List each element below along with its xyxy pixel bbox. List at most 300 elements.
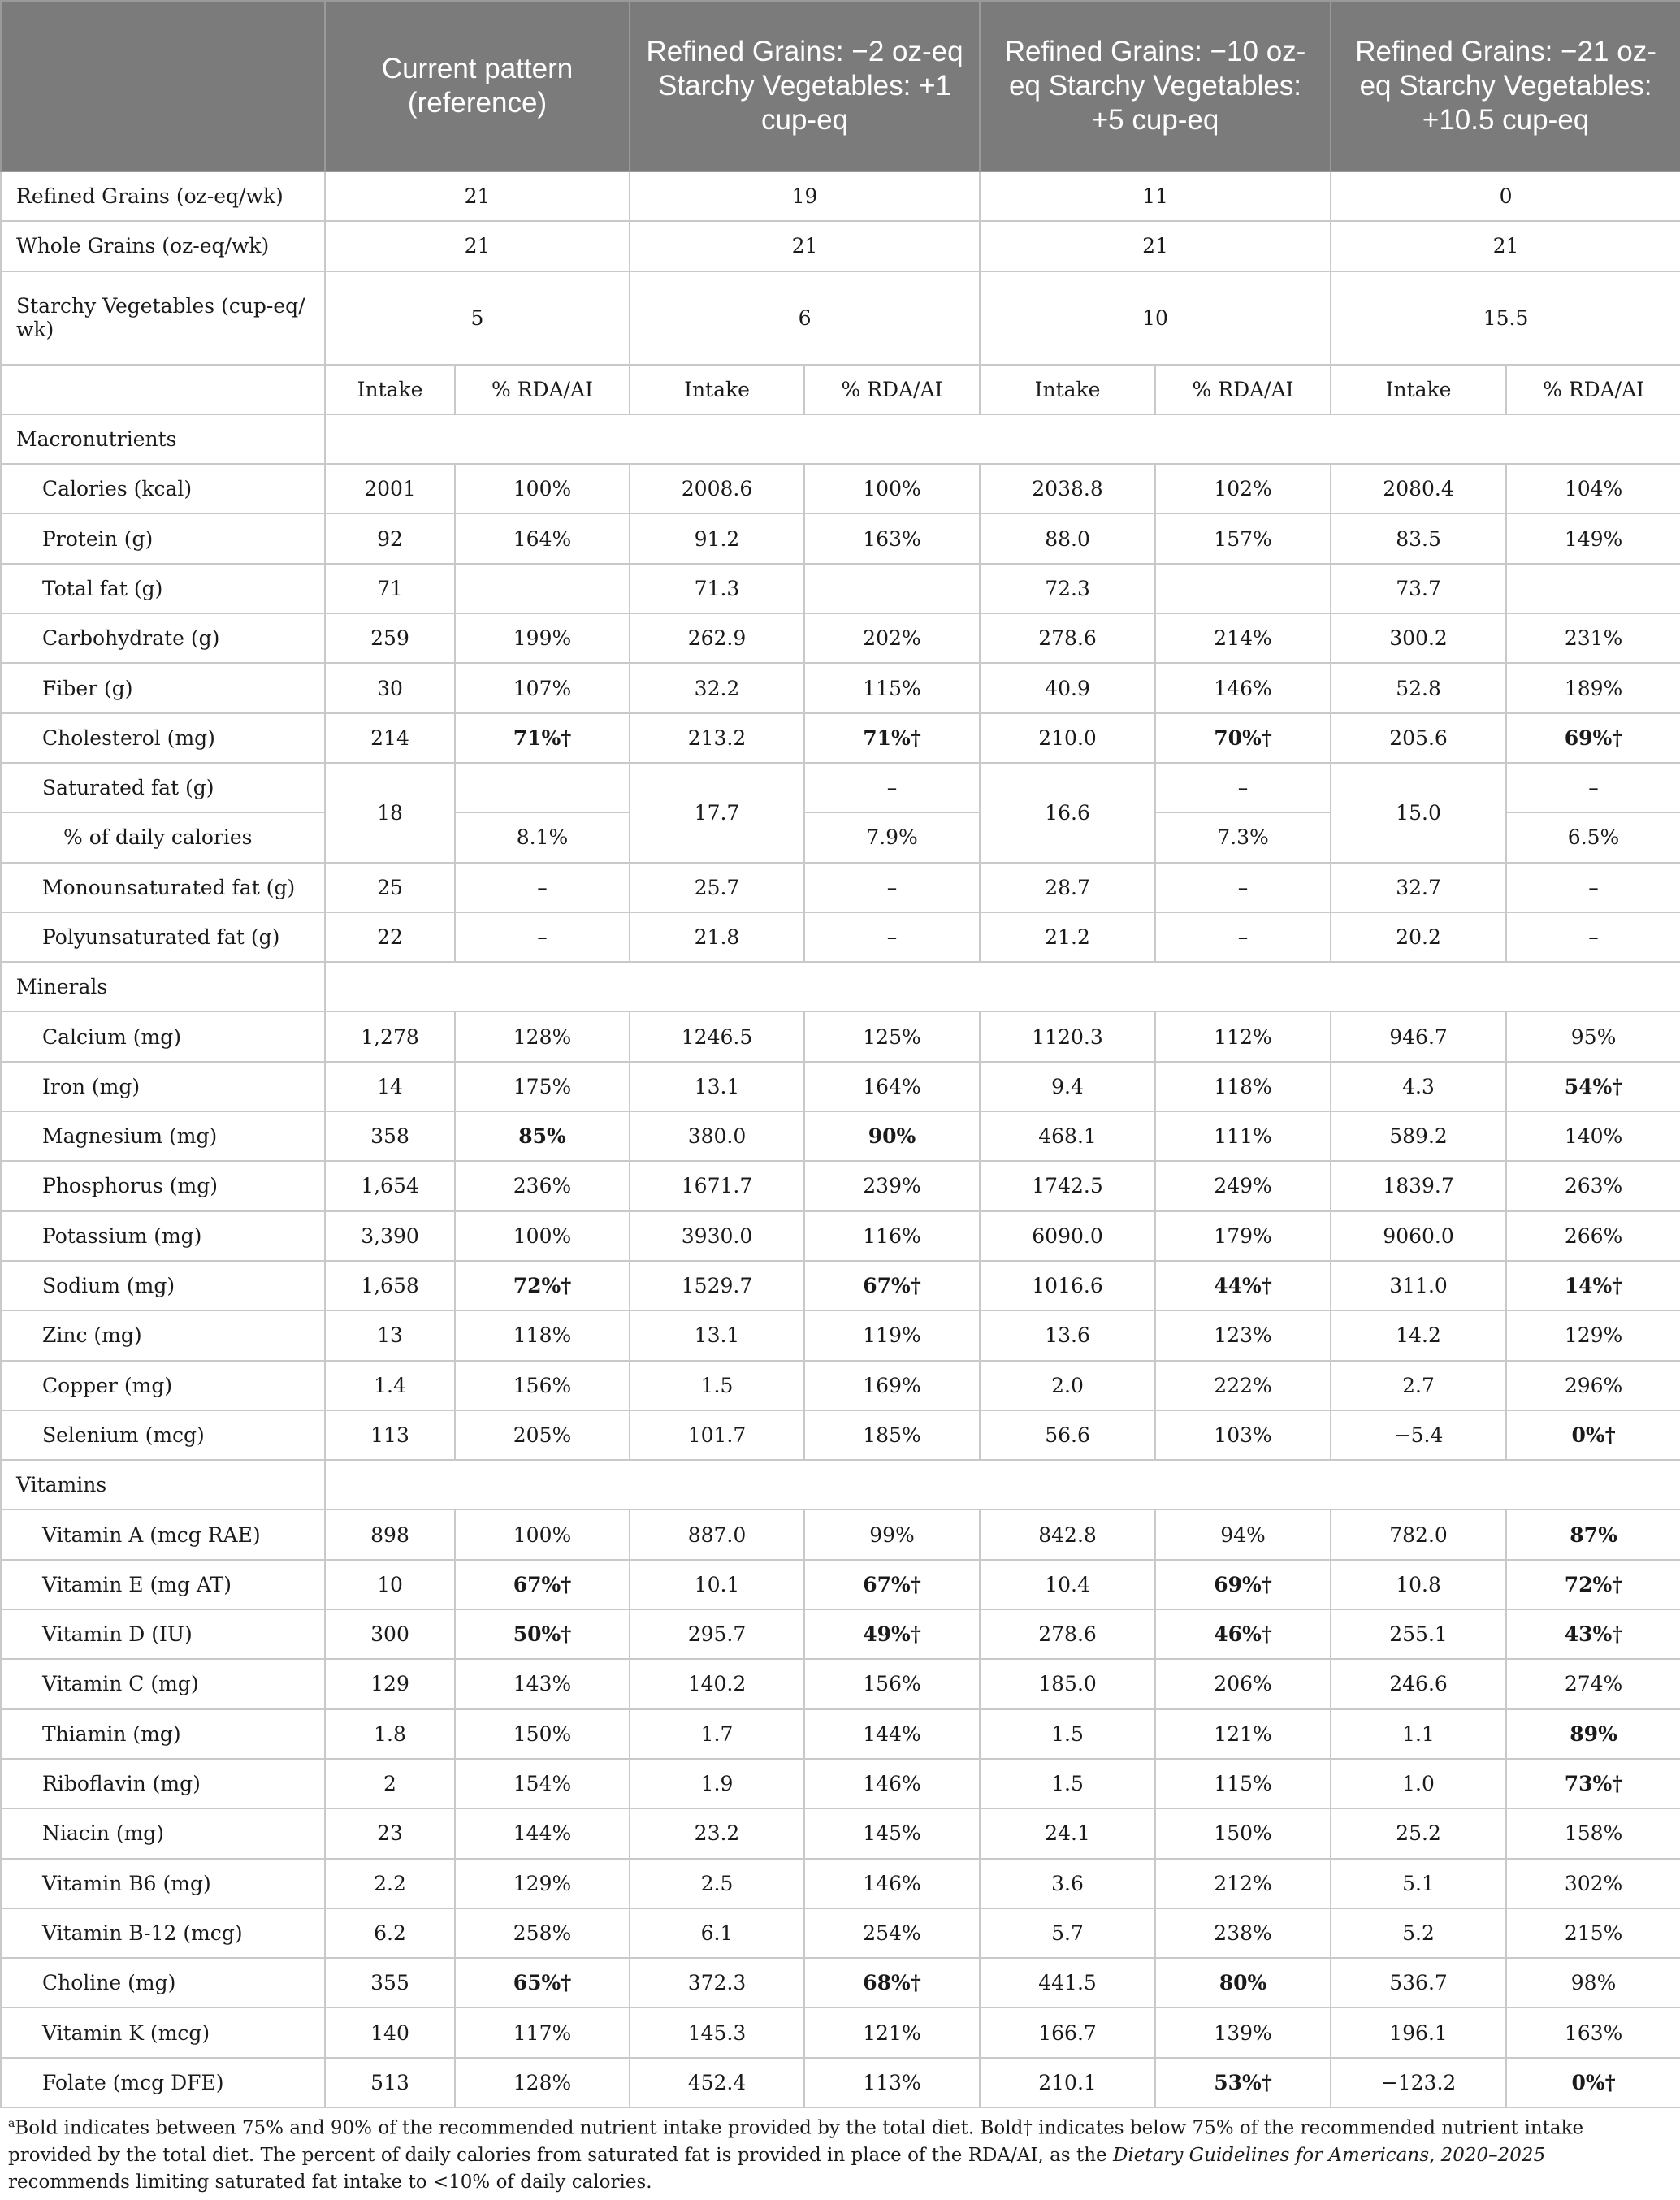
intake-cell: 23: [325, 1808, 455, 1858]
intake-cell: 101.7: [630, 1410, 804, 1460]
intake-cell: 278.6: [980, 613, 1155, 663]
rda-cell: 169%: [804, 1361, 980, 1410]
rda-cell: [455, 763, 630, 812]
rda-cell: [1506, 564, 1680, 613]
nutrient-label: Selenium (mcg): [1, 1410, 325, 1460]
rda-cell: 212%: [1155, 1859, 1331, 1908]
rda-cell: [1506, 1509, 1680, 1559]
rda-cell: 156%: [455, 1361, 630, 1410]
footnote-marker: a: [8, 2117, 15, 2130]
rda-cell: 179%: [1155, 1211, 1331, 1261]
intake-cell: 210.1: [980, 2058, 1155, 2107]
intake-cell: 1.0: [1331, 1759, 1506, 1808]
rda-cell: [455, 713, 630, 763]
intake-cell: 88.0: [980, 513, 1155, 563]
bold-value: 80%: [1219, 1971, 1267, 1995]
intake-cell: 255.1: [1331, 1609, 1506, 1659]
intake-cell: 25.2: [1331, 1808, 1506, 1858]
section-fill: [325, 414, 1680, 464]
rda-cell: 258%: [455, 1908, 630, 1958]
rda-cell: 175%: [455, 1062, 630, 1111]
intake-cell: 246.6: [1331, 1659, 1506, 1708]
bold-value: 71%†: [863, 725, 921, 750]
intake-cell: 71.3: [630, 564, 804, 613]
rda-cell: 103%: [1155, 1410, 1331, 1460]
intake-cell: 14: [325, 1062, 455, 1111]
rda-cell: 7.3%: [1155, 812, 1331, 862]
intake-cell: 1.9: [630, 1759, 804, 1808]
rda-cell: 102%: [1155, 464, 1331, 513]
subheader-rda: % RDA/AI: [1155, 365, 1331, 414]
rda-cell: 222%: [1155, 1361, 1331, 1410]
intake-cell: 91.2: [630, 513, 804, 563]
rda-cell: 95%: [1506, 1011, 1680, 1061]
rda-cell: 123%: [1155, 1310, 1331, 1360]
row-label: Refined Grains (oz-eq/wk): [1, 171, 325, 221]
rda-cell: [804, 1958, 980, 2007]
rda-cell: 239%: [804, 1161, 980, 1210]
rda-cell: –: [1506, 912, 1680, 962]
intake-cell: 6.1: [630, 1908, 804, 1958]
rda-cell: 185%: [804, 1410, 980, 1460]
nutrient-label: Saturated fat (g): [1, 763, 325, 812]
rda-cell: [804, 713, 980, 763]
intake-cell: 140: [325, 2007, 455, 2057]
intake-cell: 213.2: [630, 713, 804, 763]
table-row: [1, 1908, 1680, 1958]
section-row: [1, 962, 1680, 1011]
bold-value: 68%†: [863, 1971, 921, 1995]
nutrient-label: Calories (kcal): [1, 464, 325, 513]
table-row: [1, 1161, 1680, 1210]
intake-cell: 1.7: [630, 1709, 804, 1759]
rda-cell: 121%: [804, 2007, 980, 2057]
intake-cell: 1246.5: [630, 1011, 804, 1061]
rda-cell: [1506, 2058, 1680, 2107]
header-current-pattern: Current pattern (reference): [325, 1, 630, 171]
rda-cell: 154%: [455, 1759, 630, 1808]
pattern-value: 15.5: [1331, 271, 1680, 365]
intake-cell: 1.5: [980, 1709, 1155, 1759]
nutrient-label: Carbohydrate (g): [1, 613, 325, 663]
intake-cell: 6.2: [325, 1908, 455, 1958]
nutrient-label: Riboflavin (mg): [1, 1759, 325, 1808]
table-row: [1, 863, 1680, 912]
section-label: Minerals: [1, 962, 325, 1011]
rda-cell: 202%: [804, 613, 980, 663]
rda-cell: 263%: [1506, 1161, 1680, 1210]
rda-cell: 231%: [1506, 613, 1680, 663]
intake-cell: 83.5: [1331, 513, 1506, 563]
rda-cell: [804, 1609, 980, 1659]
header-scenario-1: Refined Grains: −2 oz-eq Starchy Vegetables: +1 cup-eq: [630, 1, 980, 171]
bold-value: 72%†: [1564, 1572, 1623, 1596]
nutrient-label: Monounsaturated fat (g): [1, 863, 325, 912]
rda-cell: [1155, 1958, 1331, 2007]
rda-cell: 150%: [1155, 1808, 1331, 1858]
bold-value: 73%†: [1564, 1772, 1623, 1796]
nutrient-label: Cholesterol (mg): [1, 713, 325, 763]
rda-cell: 215%: [1506, 1908, 1680, 1958]
intake-cell: −5.4: [1331, 1410, 1506, 1460]
table-row: [1, 1659, 1680, 1708]
rda-cell: 115%: [1155, 1759, 1331, 1808]
rda-cell: 205%: [455, 1410, 630, 1460]
nutrient-sublabel: % of daily calories: [1, 812, 325, 862]
intake-cell: 1839.7: [1331, 1161, 1506, 1210]
intake-cell: 2.5: [630, 1859, 804, 1908]
intake-cell: 140.2: [630, 1659, 804, 1708]
bold-value: 46%†: [1214, 1622, 1272, 1647]
intake-cell: 300.2: [1331, 613, 1506, 663]
rda-cell: 302%: [1506, 1859, 1680, 1908]
subheader-rda: % RDA/AI: [804, 365, 980, 414]
rda-cell: 296%: [1506, 1361, 1680, 1410]
intake-cell: 311.0: [1331, 1261, 1506, 1310]
rda-cell: 121%: [1155, 1709, 1331, 1759]
intake-cell: 1.5: [980, 1759, 1155, 1808]
rda-cell: 125%: [804, 1011, 980, 1061]
bold-value: 50%†: [513, 1622, 572, 1647]
intake-cell: 13.6: [980, 1310, 1155, 1360]
intake-cell: 2001: [325, 464, 455, 513]
nutrient-label: Copper (mg): [1, 1361, 325, 1410]
intake-cell: 1120.3: [980, 1011, 1155, 1061]
intake-cell: 1529.7: [630, 1261, 804, 1310]
intake-cell: 2: [325, 1759, 455, 1808]
footnote-text-1: Bold indicates between 75% and 90% of the recommended nutrient intake provided by the total diet. Bold† indicates below 75% of the recommended nutrient intake provided by the total diet. The percent of daily calories from saturated fat is provided in place of the RDA/AI, as the: [8, 2117, 1584, 2166]
rda-cell: [1155, 1560, 1331, 1609]
intake-cell: 10.1: [630, 1560, 804, 1609]
rda-cell: 254%: [804, 1908, 980, 1958]
rda-cell: 199%: [455, 613, 630, 663]
rda-cell: –: [1506, 763, 1680, 812]
footnote-text-2: recommends limiting saturated fat intake to <10% of daily calories.: [8, 2171, 652, 2193]
intake-cell: 15.0: [1331, 763, 1506, 863]
intake-cell: 214: [325, 713, 455, 763]
rda-cell: [1155, 2058, 1331, 2107]
nutrient-label: Niacin (mg): [1, 1808, 325, 1858]
table-row: [1, 513, 1680, 563]
table-row: [1, 2058, 1680, 2107]
row-label: Whole Grains (oz-eq/wk): [1, 221, 325, 271]
intake-cell: 1.5: [630, 1361, 804, 1410]
bold-value: 69%†: [1564, 725, 1623, 750]
rda-cell: [455, 1609, 630, 1659]
rda-cell: 129%: [1506, 1310, 1680, 1360]
bold-value: 0%†: [1571, 1423, 1616, 1447]
intake-cell: 1,658: [325, 1261, 455, 1310]
rda-cell: 6.5%: [1506, 812, 1680, 862]
rda-cell: 107%: [455, 663, 630, 712]
intake-cell: 13: [325, 1310, 455, 1360]
section-label: Macronutrients: [1, 414, 325, 464]
nutrient-label: Vitamin A (mcg RAE): [1, 1509, 325, 1559]
rda-cell: 111%: [1155, 1111, 1331, 1161]
table-row: [1, 1958, 1680, 2007]
nutrient-label: Vitamin K (mcg): [1, 2007, 325, 2057]
pattern-value: 21: [1331, 221, 1680, 271]
rda-cell: 149%: [1506, 513, 1680, 563]
pattern-value: 5: [325, 271, 630, 365]
rda-cell: –: [1155, 863, 1331, 912]
table-row: [1, 1759, 1680, 1808]
bold-value: 90%: [868, 1124, 916, 1149]
table-row: [1, 1062, 1680, 1111]
rda-cell: [1506, 1410, 1680, 1460]
intake-cell: 468.1: [980, 1111, 1155, 1161]
intake-cell: 898: [325, 1509, 455, 1559]
intake-cell: 2.0: [980, 1361, 1155, 1410]
subheader-intake: Intake: [1331, 365, 1506, 414]
bold-value: 43%†: [1564, 1622, 1623, 1647]
pattern-value: 21: [325, 221, 630, 271]
bold-value: 54%†: [1564, 1074, 1623, 1098]
rda-cell: –: [1155, 912, 1331, 962]
intake-cell: 536.7: [1331, 1958, 1506, 2007]
subheader-rda: % RDA/AI: [1506, 365, 1680, 414]
nutrient-label: Vitamin D (IU): [1, 1609, 325, 1659]
table-row: [1, 1709, 1680, 1759]
intake-cell: 2038.8: [980, 464, 1155, 513]
intake-cell: 73.7: [1331, 564, 1506, 613]
rda-cell: 145%: [804, 1808, 980, 1858]
rda-cell: 146%: [804, 1859, 980, 1908]
intake-cell: 2008.6: [630, 464, 804, 513]
nutrient-label: Vitamin E (mg AT): [1, 1560, 325, 1609]
row-label: Starchy Vegetables (cup-eq/ wk): [1, 271, 325, 365]
rda-cell: [1506, 1609, 1680, 1659]
pattern-value: 21: [630, 221, 980, 271]
intake-cell: 2.2: [325, 1859, 455, 1908]
intake-cell: 145.3: [630, 2007, 804, 2057]
intake-cell: 23.2: [630, 1808, 804, 1858]
rda-cell: 98%: [1506, 1958, 1680, 2007]
intake-cell: 372.3: [630, 1958, 804, 2007]
bold-value: 67%†: [863, 1572, 921, 1596]
intake-cell: 10.8: [1331, 1560, 1506, 1609]
intake-cell: 2080.4: [1331, 464, 1506, 513]
intake-cell: 3930.0: [630, 1211, 804, 1261]
intake-cell: 946.7: [1331, 1011, 1506, 1061]
table-row: [1, 1609, 1680, 1659]
rda-cell: [1155, 1609, 1331, 1659]
subheader-rda: % RDA/AI: [455, 365, 630, 414]
bold-value: 67%†: [863, 1274, 921, 1298]
table-row: [1, 1361, 1680, 1410]
intake-cell: 3.6: [980, 1859, 1155, 1908]
rda-cell: 249%: [1155, 1161, 1331, 1210]
rda-cell: 129%: [455, 1859, 630, 1908]
rda-cell: 146%: [1155, 663, 1331, 712]
section-label: Vitamins: [1, 1460, 325, 1509]
rda-cell: [455, 1958, 630, 2007]
rda-cell: 113%: [804, 2058, 980, 2107]
intake-cell: 1,654: [325, 1161, 455, 1210]
section-row: [1, 1460, 1680, 1509]
table-row: [1, 763, 1680, 812]
pattern-value: 6: [630, 271, 980, 365]
pattern-row: [1, 171, 1680, 221]
intake-cell: 21.2: [980, 912, 1155, 962]
intake-cell: 278.6: [980, 1609, 1155, 1659]
table-row: [1, 1560, 1680, 1609]
section-fill: [325, 1460, 1680, 1509]
intake-cell: −123.2: [1331, 2058, 1506, 2107]
rda-cell: 100%: [804, 464, 980, 513]
table-row: [1, 1509, 1680, 1559]
intake-cell: 185.0: [980, 1659, 1155, 1708]
intake-cell: 887.0: [630, 1509, 804, 1559]
nutrient-label: Sodium (mg): [1, 1261, 325, 1310]
nutrient-label: Vitamin B6 (mg): [1, 1859, 325, 1908]
rda-cell: 94%: [1155, 1509, 1331, 1559]
intake-cell: 113: [325, 1410, 455, 1460]
rda-cell: 7.9%: [804, 812, 980, 862]
rda-cell: 140%: [1506, 1111, 1680, 1161]
section-row: [1, 414, 1680, 464]
rda-cell: 100%: [455, 464, 630, 513]
rda-cell: 100%: [455, 1211, 630, 1261]
rda-cell: [1155, 713, 1331, 763]
intake-cell: 1.8: [325, 1709, 455, 1759]
subheader-intake: Intake: [630, 365, 804, 414]
rda-cell: 164%: [804, 1062, 980, 1111]
table-row: [1, 1261, 1680, 1310]
table-row: [1, 1410, 1680, 1460]
nutrient-label: Protein (g): [1, 513, 325, 563]
intake-cell: 17.7: [630, 763, 804, 863]
nutrient-label: Total fat (g): [1, 564, 325, 613]
nutrient-label: Choline (mg): [1, 1958, 325, 2007]
pattern-row: [1, 221, 1680, 271]
intake-cell: 25: [325, 863, 455, 912]
intake-cell: 16.6: [980, 763, 1155, 863]
nutrient-label: Fiber (g): [1, 663, 325, 712]
intake-cell: 1742.5: [980, 1161, 1155, 1210]
rda-cell: [804, 564, 980, 613]
pattern-value: 10: [980, 271, 1331, 365]
bold-value: 44%†: [1214, 1274, 1272, 1298]
bold-value: 67%†: [513, 1572, 572, 1596]
bold-value: 53%†: [1214, 2070, 1272, 2094]
bold-value: 65%†: [513, 1971, 572, 1995]
table-row: [1, 613, 1680, 663]
rda-cell: –: [804, 912, 980, 962]
intake-cell: 14.2: [1331, 1310, 1506, 1360]
rda-cell: [455, 564, 630, 613]
intake-cell: 21.8: [630, 912, 804, 962]
bold-value: 49%†: [863, 1622, 921, 1647]
intake-cell: 13.1: [630, 1310, 804, 1360]
intake-cell: 10: [325, 1560, 455, 1609]
rda-cell: 158%: [1506, 1808, 1680, 1858]
pattern-value: 19: [630, 171, 980, 221]
intake-cell: 13.1: [630, 1062, 804, 1111]
rda-cell: 119%: [804, 1310, 980, 1360]
intake-cell: 10.4: [980, 1560, 1155, 1609]
intake-cell: 56.6: [980, 1410, 1155, 1460]
intake-cell: 1,278: [325, 1011, 455, 1061]
rda-cell: 8.1%: [455, 812, 630, 862]
bold-value: 89%: [1570, 1721, 1617, 1746]
rda-cell: 150%: [455, 1709, 630, 1759]
intake-cell: 30: [325, 663, 455, 712]
rda-cell: 157%: [1155, 513, 1331, 563]
intake-cell: 166.7: [980, 2007, 1155, 2057]
intake-cell: 589.2: [1331, 1111, 1506, 1161]
rda-cell: –: [804, 763, 980, 812]
rda-cell: 139%: [1155, 2007, 1331, 2057]
table-row: [1, 713, 1680, 763]
intake-cell: 842.8: [980, 1509, 1155, 1559]
intake-cell: 72.3: [980, 564, 1155, 613]
intake-cell: 9060.0: [1331, 1211, 1506, 1261]
nutrient-label: Magnesium (mg): [1, 1111, 325, 1161]
bold-value: 70%†: [1214, 725, 1272, 750]
intake-cell: 1.4: [325, 1361, 455, 1410]
rda-cell: [804, 1111, 980, 1161]
rda-cell: 266%: [1506, 1211, 1680, 1261]
rda-cell: 163%: [804, 513, 980, 563]
intake-cell: 205.6: [1331, 713, 1506, 763]
table-row: [1, 1211, 1680, 1261]
intake-cell: 2.7: [1331, 1361, 1506, 1410]
bold-value: 14%†: [1564, 1274, 1623, 1298]
nutrient-label: Thiamin (mg): [1, 1709, 325, 1759]
table-row: [1, 464, 1680, 513]
table-row: [1, 912, 1680, 962]
header-scenario-3: Refined Grains: −21 oz-eq Starchy Vegetables: +10.5 cup-eq: [1331, 1, 1680, 171]
rda-cell: [455, 1560, 630, 1609]
rda-cell: 128%: [455, 2058, 630, 2107]
intake-cell: 28.7: [980, 863, 1155, 912]
nutrient-label: Zinc (mg): [1, 1310, 325, 1360]
table-row: [1, 564, 1680, 613]
rda-cell: 146%: [804, 1759, 980, 1808]
intake-cell: 355: [325, 1958, 455, 2007]
rda-cell: 164%: [455, 513, 630, 563]
intake-cell: 782.0: [1331, 1509, 1506, 1559]
rda-cell: [1155, 564, 1331, 613]
rda-cell: 144%: [804, 1709, 980, 1759]
rda-cell: 238%: [1155, 1908, 1331, 1958]
intake-cell: 210.0: [980, 713, 1155, 763]
rda-cell: 118%: [455, 1310, 630, 1360]
nutrient-label: Folate (mcg DFE): [1, 2058, 325, 2107]
nutrient-label: Vitamin C (mg): [1, 1659, 325, 1708]
intake-cell: 441.5: [980, 1958, 1155, 2007]
table-row: [1, 1111, 1680, 1161]
rda-cell: 163%: [1506, 2007, 1680, 2057]
footnote-italic-title: Dietary Guidelines for Americans, 2020–2025: [1112, 2144, 1546, 2166]
rda-cell: 156%: [804, 1659, 980, 1708]
intake-cell: 1016.6: [980, 1261, 1155, 1310]
rda-cell: [804, 1261, 980, 1310]
rda-cell: 128%: [455, 1011, 630, 1061]
rda-cell: –: [1506, 863, 1680, 912]
intake-cell: 40.9: [980, 663, 1155, 712]
rda-cell: [1506, 1560, 1680, 1609]
intake-cell: 358: [325, 1111, 455, 1161]
header-row: [1, 1, 1680, 171]
rda-cell: 99%: [804, 1509, 980, 1559]
nutrient-label: Iron (mg): [1, 1062, 325, 1111]
rda-cell: 116%: [804, 1211, 980, 1261]
intake-cell: 262.9: [630, 613, 804, 663]
nutrient-label: Vitamin B-12 (mcg): [1, 1908, 325, 1958]
bold-value: 71%†: [513, 725, 572, 750]
